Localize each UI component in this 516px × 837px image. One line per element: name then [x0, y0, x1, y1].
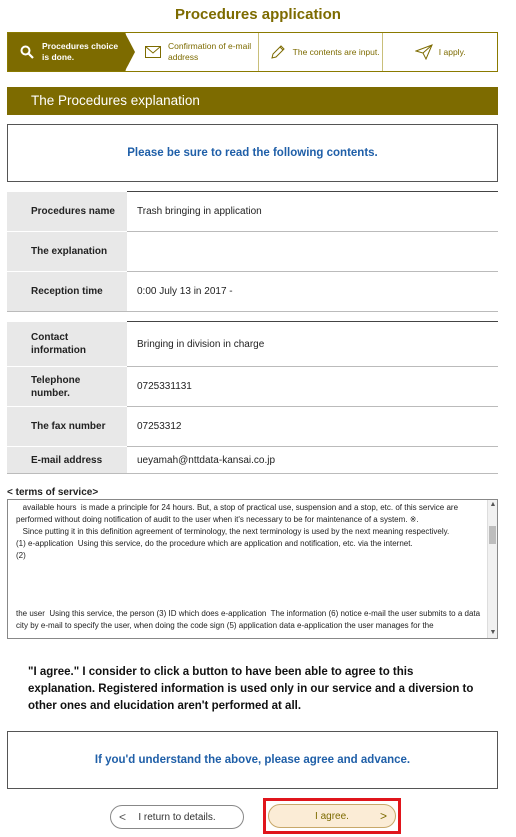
terms-paragraph: the user Using this service, the person (3) ID which does e-application The information (6) notice e-mail the user submits to a data city by e-mail to specify the user, when doing the code sign (5) application data e-application the user manages for the	[16, 609, 483, 630]
terms-paragraph: (2)	[16, 551, 26, 560]
step-label: I apply.	[438, 46, 466, 57]
button-label: I return to details.	[138, 811, 216, 823]
terms-text	[16, 502, 481, 632]
table-row	[7, 272, 498, 312]
table-row	[7, 232, 498, 272]
row-label: Telephone number.	[7, 367, 127, 407]
row-label: Procedures name	[7, 192, 127, 232]
page-title: Procedures application	[175, 6, 341, 23]
step-label: Procedures choice is done.	[42, 41, 119, 62]
read-notice: Please be sure to read the following contents.	[7, 124, 498, 182]
row-label: E-mail address	[7, 447, 127, 474]
contact-table	[7, 321, 498, 474]
terms-scroll-box[interactable]	[7, 499, 498, 639]
step-procedure-choice	[8, 33, 126, 71]
scroll-up-icon[interactable]: ▲	[489, 501, 497, 508]
row-label: Reception time	[7, 272, 127, 312]
paper-plane-icon	[415, 43, 433, 61]
step-contents-input	[259, 33, 384, 71]
row-value: 0725331131	[137, 381, 192, 392]
table-row	[7, 367, 498, 407]
button-label: I agree.	[315, 810, 349, 822]
advance-notice: If you'd understand the above, please agree and advance.	[7, 731, 498, 789]
terms-paragraph: (1) e-application Using this service, do the procedure which are application and notification, etc. via the internet.	[16, 539, 413, 548]
agree-button[interactable]	[268, 804, 396, 828]
terms-scrollbar[interactable]	[487, 500, 497, 638]
envelope-icon	[144, 43, 162, 61]
pencil-icon	[269, 43, 287, 61]
terms-heading: < terms of service>	[7, 487, 99, 498]
progress-steps	[7, 32, 498, 72]
step-email-confirmation	[126, 33, 259, 71]
row-value: Trash bringing in application	[137, 206, 262, 217]
table-row	[7, 407, 498, 447]
row-label: Contact information	[7, 322, 127, 367]
row-value: ueyamah@nttdata-kansai.co.jp	[137, 454, 276, 466]
chevron-left-icon: <	[119, 810, 127, 824]
row-label: The explanation	[7, 232, 127, 272]
return-to-details-button[interactable]	[110, 805, 244, 829]
row-value	[127, 232, 498, 272]
section-title: The Procedures explanation	[7, 87, 498, 115]
scroll-down-icon[interactable]: ▼	[489, 629, 497, 636]
procedure-table	[7, 191, 498, 312]
row-value: 0:00 July 13 in 2017 -	[137, 286, 233, 297]
scroll-thumb[interactable]	[489, 526, 496, 544]
agree-explanation: "I agree." I consider to click a button to have been able to agree to this explanation. Registered information is used only in our service and a diversion to other ones and elucidation aren't performed at all.	[28, 666, 474, 712]
table-row	[7, 447, 498, 474]
table-row	[7, 192, 498, 232]
row-value: 07253312	[137, 421, 182, 432]
row-label: The fax number	[7, 407, 127, 447]
step-apply	[383, 33, 497, 71]
step-label: The contents are input.	[292, 46, 380, 57]
row-value: Bringing in division in charge	[137, 338, 265, 350]
terms-paragraph: Since putting it in this definition agreement of terminology, the next terminology is used by the next meaning respectively.	[16, 527, 450, 536]
search-icon	[18, 43, 36, 61]
step-label: Confirmation of e-mail address	[168, 41, 252, 62]
chevron-right-icon: >	[379, 809, 387, 823]
table-row	[7, 322, 498, 367]
terms-paragraph: available hours is made a principle for 24 hours. But, a stop of practical use, suspension and a stop, etc. of this service are performed without doing notification of audit to the user when it's necessary to be for maintenance of a system. ※.	[16, 503, 461, 524]
